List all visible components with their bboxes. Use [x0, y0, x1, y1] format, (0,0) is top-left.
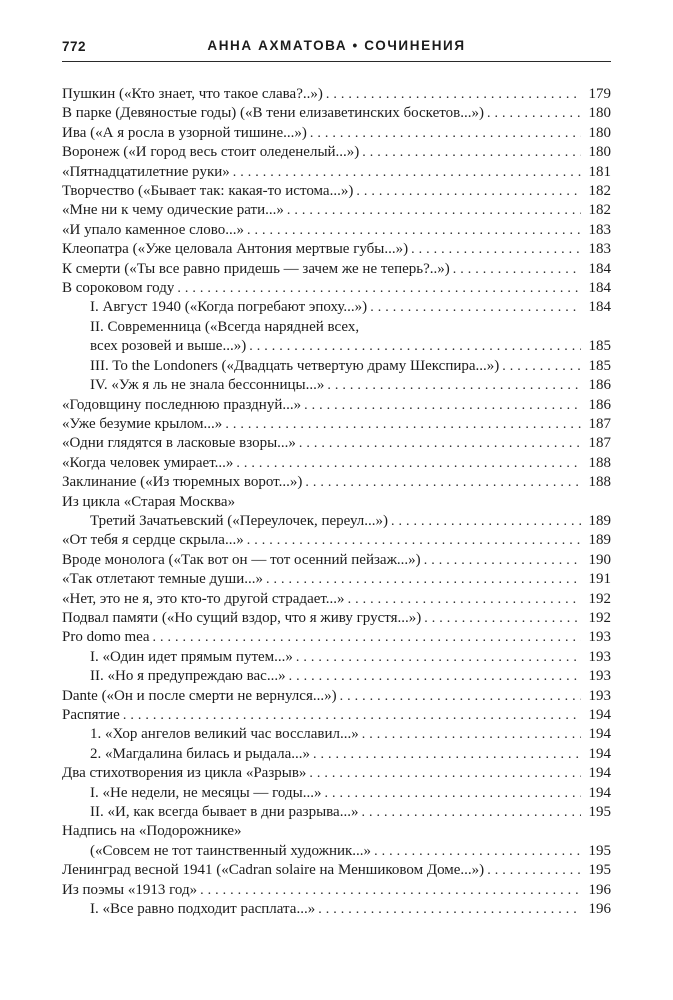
toc-entry-page: 191	[588, 571, 611, 588]
toc-list	[62, 85, 611, 919]
toc-entry-page: 180	[588, 105, 611, 122]
toc-entry-text: «Одни глядятся в ласковые взоры...»	[62, 435, 296, 452]
toc-entry-page: 184	[588, 299, 611, 316]
toc-entry	[62, 745, 611, 764]
toc-leader-dots	[424, 609, 581, 628]
toc-entry	[62, 667, 611, 686]
toc-entry	[62, 881, 611, 900]
toc-entry-page: 196	[588, 881, 611, 898]
toc-entry-text: I. «Один идет прямым путем...»	[90, 648, 293, 665]
toc-leader-dots	[289, 667, 581, 686]
toc-entry-page: 184	[588, 280, 611, 297]
toc-entry-page: 182	[588, 183, 611, 200]
toc-leader-dots	[313, 745, 581, 764]
toc-entry-text: «Пятнадцатилетние руки»	[62, 163, 230, 180]
toc-entry	[62, 221, 611, 240]
toc-entry-text: («Совсем не тот таинственный художник...»	[90, 842, 372, 859]
toc-entry-page: 181	[588, 163, 611, 180]
toc-entry-page: 187	[588, 415, 611, 432]
toc-entry	[62, 415, 611, 434]
running-title: АННА АХМАТОВА • СОЧИНЕНИЯ	[207, 38, 466, 53]
toc-leader-dots	[247, 531, 581, 550]
toc-entry-text: К смерти («Ты все равно придешь — зачем же не теперь?..»)	[62, 260, 450, 277]
toc-entry-text: III. To the Londoners («Двадцать четвертую драму Шекспира...»)	[90, 357, 500, 374]
toc-entry-text: «От тебя я сердце скрыла...»	[62, 532, 244, 549]
toc-entry	[62, 512, 611, 531]
toc-entry-page: 186	[588, 396, 611, 413]
toc-entry-text: Из цикла «Старая Москва»	[62, 493, 236, 510]
toc-entry-page: 184	[588, 260, 611, 277]
toc-entry	[62, 493, 611, 512]
toc-entry	[62, 143, 611, 162]
toc-entry-text: Надпись на «Подорожнике»	[62, 823, 242, 840]
toc-entry-page: 194	[588, 726, 611, 743]
toc-entry-page: 187	[588, 435, 611, 452]
toc-leader-dots	[453, 260, 581, 279]
toc-entry-text: IV. «Уж я ль не знала бессонницы...»	[90, 377, 325, 394]
toc-entry	[62, 590, 611, 609]
toc-leader-dots	[374, 842, 581, 861]
toc-leader-dots	[247, 221, 581, 240]
toc-entry	[62, 725, 611, 744]
toc-leader-dots	[502, 357, 581, 376]
toc-leader-dots	[324, 784, 581, 803]
toc-entry-text: «Так отлетают темные души...»	[62, 571, 263, 588]
toc-leader-dots	[326, 85, 581, 104]
toc-leader-dots	[299, 434, 581, 453]
toc-entry	[62, 182, 611, 201]
toc-entry	[62, 570, 611, 589]
toc-entry	[62, 104, 611, 123]
toc-entry	[62, 163, 611, 182]
toc-entry-page: 194	[588, 707, 611, 723]
toc-entry	[62, 764, 611, 783]
toc-entry-text: «Годовщину последнюю празднуй...»	[62, 396, 302, 413]
toc-leader-dots	[153, 628, 582, 647]
toc-entry-page: 192	[588, 609, 611, 626]
toc-entry	[62, 628, 611, 647]
toc-leader-dots	[318, 900, 581, 919]
toc-entry	[62, 298, 611, 317]
toc-entry-text: II. Современница («Всегда нарядней всех,	[90, 318, 360, 335]
toc-entry-page: 194	[588, 745, 611, 762]
toc-leader-dots	[424, 551, 581, 570]
toc-entry	[62, 376, 611, 395]
toc-leader-dots	[236, 454, 581, 473]
toc-entry-page: 189	[588, 512, 611, 529]
toc-entry-page: 192	[588, 590, 611, 607]
toc-entry-text: Творчество («Бывает так: какая-то истома...»)	[62, 183, 354, 200]
toc-entry	[62, 861, 611, 880]
toc-entry-text: «И упало каменное слово...»	[62, 221, 245, 238]
toc-leader-dots	[287, 201, 581, 220]
toc-entry-page: 180	[588, 144, 611, 161]
toc-entry-text: Третий Зачатьевский («Переулочек, переул...»)	[90, 512, 389, 529]
toc-entry	[62, 396, 611, 415]
toc-entry-text: Пушкин («Кто знает, что такое слава?..»)	[62, 86, 323, 102]
toc-leader-dots	[225, 415, 581, 434]
toc-leader-dots	[305, 473, 581, 492]
toc-entry	[62, 551, 611, 570]
toc-entry-text: В парке (Девяностые годы) («В тени елизаветинских боскетов...»)	[62, 105, 484, 122]
toc-entry	[62, 842, 611, 861]
toc-entry-text: Подвал памяти («Но сущий вздор, что я живу грустя...»)	[62, 609, 422, 626]
toc-entry-text: «Нет, это не я, это кто-то другой страдает...»	[62, 590, 345, 607]
toc-entry-text: Распятие	[62, 707, 120, 723]
toc-entry-page: 193	[588, 687, 611, 704]
toc-entry	[62, 706, 611, 725]
toc-entry-page: 195	[588, 842, 611, 859]
toc-leader-dots	[249, 337, 581, 356]
toc-entry-text: Dante («Он и после смерти не вернулся...»)	[62, 687, 337, 704]
toc-entry-page: 194	[588, 784, 611, 801]
toc-entry	[62, 124, 611, 143]
toc-entry-page: 185	[588, 357, 611, 374]
toc-entry-text: I. «Не недели, не месяцы — годы...»	[90, 784, 322, 801]
toc-entry	[62, 201, 611, 220]
toc-entry-page: 190	[588, 551, 611, 568]
toc-entry	[62, 648, 611, 667]
toc-entry-page: 183	[588, 241, 611, 258]
folio-number: 772	[62, 39, 87, 54]
toc-leader-dots	[123, 706, 581, 725]
toc-entry	[62, 822, 611, 841]
toc-entry-text: Pro domo mea	[62, 629, 150, 646]
toc-entry-page: 195	[588, 862, 611, 879]
toc-entry	[62, 803, 611, 822]
toc-entry	[62, 687, 611, 706]
toc-entry-page: 195	[588, 804, 611, 821]
toc-entry-page: 193	[588, 629, 611, 646]
toc-entry-text: I. Август 1940 («Когда погребают эпоху...»)	[90, 299, 368, 316]
toc-leader-dots	[177, 279, 581, 298]
toc-leader-dots	[411, 240, 581, 259]
toc-leader-dots	[391, 512, 581, 531]
toc-leader-dots	[362, 143, 581, 162]
toc-leader-dots	[487, 104, 581, 123]
toc-leader-dots	[348, 590, 581, 609]
toc-leader-dots	[310, 124, 581, 143]
header-rule	[62, 61, 611, 62]
toc-entry-page: 196	[588, 901, 611, 918]
toc-entry	[62, 260, 611, 279]
toc-entry-text: В сороковом году	[62, 280, 175, 297]
toc-entry	[62, 473, 611, 492]
toc-leader-dots	[362, 725, 581, 744]
toc-entry-text: Из поэмы «1913 год»	[62, 881, 198, 898]
toc-entry-page: 183	[588, 221, 611, 238]
toc-entry-text: 1. «Хор ангелов великий час восславил...»	[90, 726, 359, 743]
toc-entry-text: 2. «Магдалина билась и рыдала...»	[90, 745, 310, 762]
toc-entry-page: 182	[588, 202, 611, 219]
toc-entry-text: «Уже безумие крылом...»	[62, 415, 223, 432]
toc-entry	[62, 337, 611, 356]
toc-leader-dots	[327, 376, 581, 395]
toc-entry-page: 185	[588, 338, 611, 355]
toc-leader-dots	[309, 764, 581, 783]
toc-entry	[62, 531, 611, 550]
toc-entry-text: Вроде монолога («Так вот он — тот осенний пейзаж...»)	[62, 551, 421, 568]
toc-entry-page: 179	[588, 86, 611, 102]
toc-entry-text: «Когда человек умирает...»	[62, 454, 234, 471]
toc-leader-dots	[296, 648, 581, 667]
toc-entry-text: Ива («А я росла в узорной тишине...»)	[62, 124, 307, 141]
toc-leader-dots	[340, 687, 581, 706]
toc-entry	[62, 434, 611, 453]
toc-leader-dots	[361, 803, 581, 822]
toc-leader-dots	[304, 396, 581, 415]
toc-entry	[62, 454, 611, 473]
toc-entry-text: Два стихотворения из цикла «Разрыв»	[62, 765, 307, 782]
page-header	[62, 38, 611, 56]
toc-entry-text: всех розовей и выше...»)	[90, 338, 247, 355]
toc-leader-dots	[370, 298, 581, 317]
toc-entry	[62, 357, 611, 376]
toc-entry	[62, 784, 611, 803]
toc-entry-page: 180	[588, 124, 611, 141]
toc-leader-dots	[487, 861, 581, 880]
toc-entry	[62, 279, 611, 298]
toc-entry-page: 186	[588, 377, 611, 394]
toc-entry	[62, 609, 611, 628]
toc-entry-text: Воронеж («И город весь стоит оледенелый...»)	[62, 144, 360, 161]
toc-entry-text: Заклинание («Из тюремных ворот...»)	[62, 474, 303, 491]
toc-entry-text: «Мне ни к чему одические рати...»	[62, 202, 284, 219]
toc-entry-text: II. «И, как всегда бывает в дни разрыва...»	[90, 804, 359, 821]
toc-leader-dots	[200, 881, 581, 900]
toc-entry-text: I. «Все равно подходит расплата...»	[90, 901, 316, 918]
toc-entry-text: Ленинград весной 1941 («Cadran solaire на Меншиковом Доме...»)	[62, 862, 485, 879]
toc-entry	[62, 318, 611, 337]
toc-leader-dots	[356, 182, 581, 201]
toc-entry-text: Клеопатра («Уже целовала Антония мертвые губы...»)	[62, 241, 409, 258]
toc-entry-page: 188	[588, 454, 611, 471]
toc-leader-dots	[233, 163, 581, 182]
toc-entry	[62, 85, 611, 104]
toc-leader-dots	[266, 570, 581, 589]
toc-entry-page: 189	[588, 532, 611, 549]
toc-entry-text: II. «Но я предупреждаю вас...»	[90, 668, 286, 685]
toc-entry	[62, 240, 611, 259]
toc-entry-page: 193	[588, 668, 611, 685]
toc-entry-page: 194	[588, 765, 611, 782]
toc-entry-page: 188	[588, 474, 611, 491]
toc-entry	[62, 900, 611, 919]
toc-entry-page: 193	[588, 648, 611, 665]
